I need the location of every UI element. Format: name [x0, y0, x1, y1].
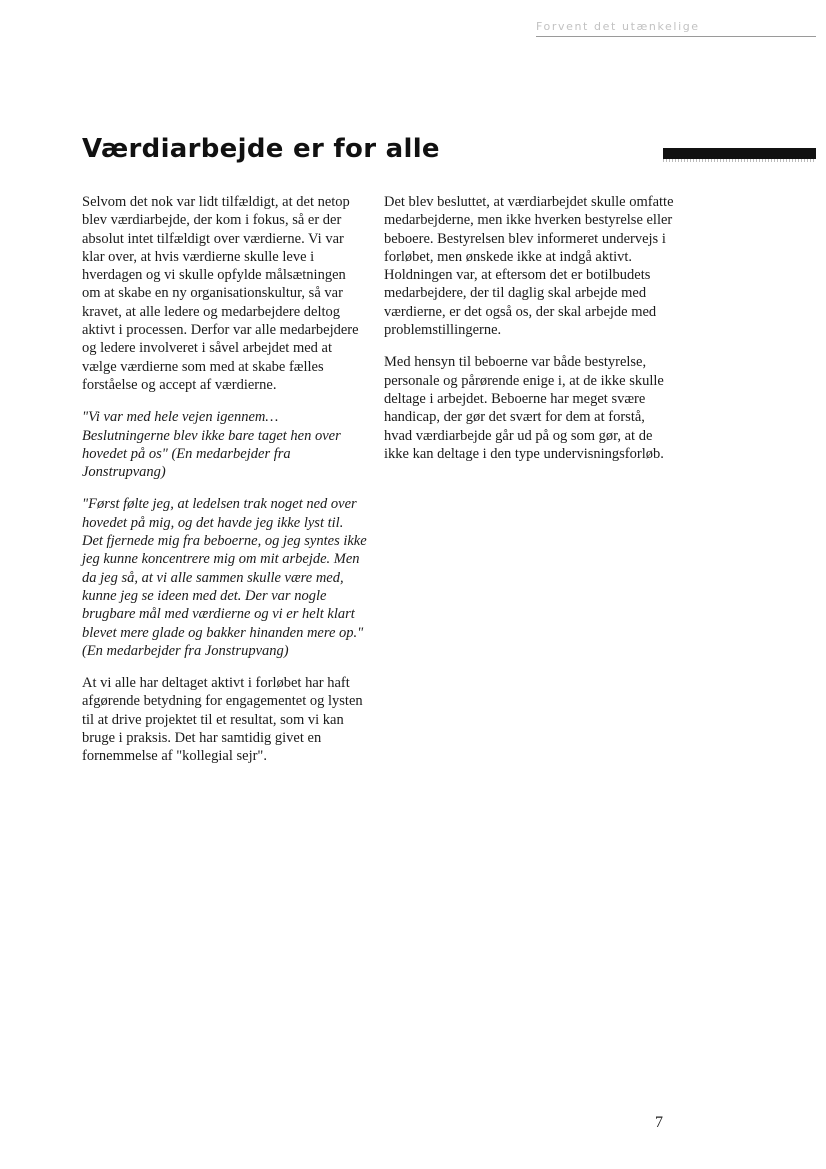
page-number: 7 — [655, 1114, 663, 1131]
header-rule — [536, 36, 816, 37]
right-column — [384, 193, 674, 477]
title-accent-bar — [663, 148, 816, 159]
paragraph: At vi alle har deltaget aktivt i forløbet har haft afgørende betydning for engagementet og lysten til at drive projektet til et resultat, som vi kan bruge i praksis. Det har samtidig givet en fornemmelse af "kollegial sejr". — [82, 675, 363, 765]
page-title: Værdiarbejde er for alle — [82, 134, 440, 164]
paragraph: Selvom det nok var lidt tilfældigt, at det netop blev værdiarbejde, der kom i fokus, så er der absolut intet tilfældigt over værdierne. Vi var klar over, at hvis værdierne skulle leve i hverdagen og vi skulle opfylde målsætningen om at skabe en ny organisationskultur, så var kravet, at alle ledere og medarbejdere deltog aktivt i processen. Derfor var alle medarbejdere og ledere involveret i såvel arbejdet med at vælge værdierne som med at skabe fælles forståelse og accept af værdierne. — [82, 194, 359, 393]
paragraph: Med hensyn til beboerne var både bestyrelse, personale og pårørende enige i, at de ikke skulle deltage i arbejdet. Beboerne har meget svære handicap, der gør det svært for dem at forstå, hvad værdiarbejde går ud på og som gør, at de ikke kan deltage i den type undervisningsforløb. — [384, 354, 664, 462]
title-accent-bar-shadow — [663, 159, 816, 162]
quote-paragraph: "Først følte jeg, at ledelsen trak noget ned over hovedet på mig, og det havde jeg ikke lyst til. Det fjernede mig fra beboerne, og jeg syntes ikke jeg kunne koncentrere mig om mit arbejde. Men da jeg så, at vi alle sammen skulle være med, kunne jeg se ideen med det. Der var nogle brugbare mål med værdierne og vi er helt klart blevet mere glade og bakker hinanden mere op." (En medarbejder fra Jonstrupvang) — [82, 496, 367, 659]
left-column — [82, 193, 367, 780]
running-header: Forvent det utænkelige — [536, 20, 700, 33]
quote-paragraph: "Vi var med hele vejen igennem… Beslutningerne blev ikke bare taget hen over hovedet på os" (En medarbejder fra Jonstrupvang) — [82, 409, 341, 481]
paragraph: Det blev besluttet, at værdiarbejdet skulle omfatte medarbejderne, men ikke hverken bestyrelse eller beboere. Bestyrelsen blev informeret undervejs i forløbet, men ønskede ikke at indgå aktivt. Holdningen var, at eftersom det er botilbudets medarbejdere, der til daglig skal arbejde med værdierne, er det også os, der skal arbejde med problemstillingerne. — [384, 194, 674, 339]
